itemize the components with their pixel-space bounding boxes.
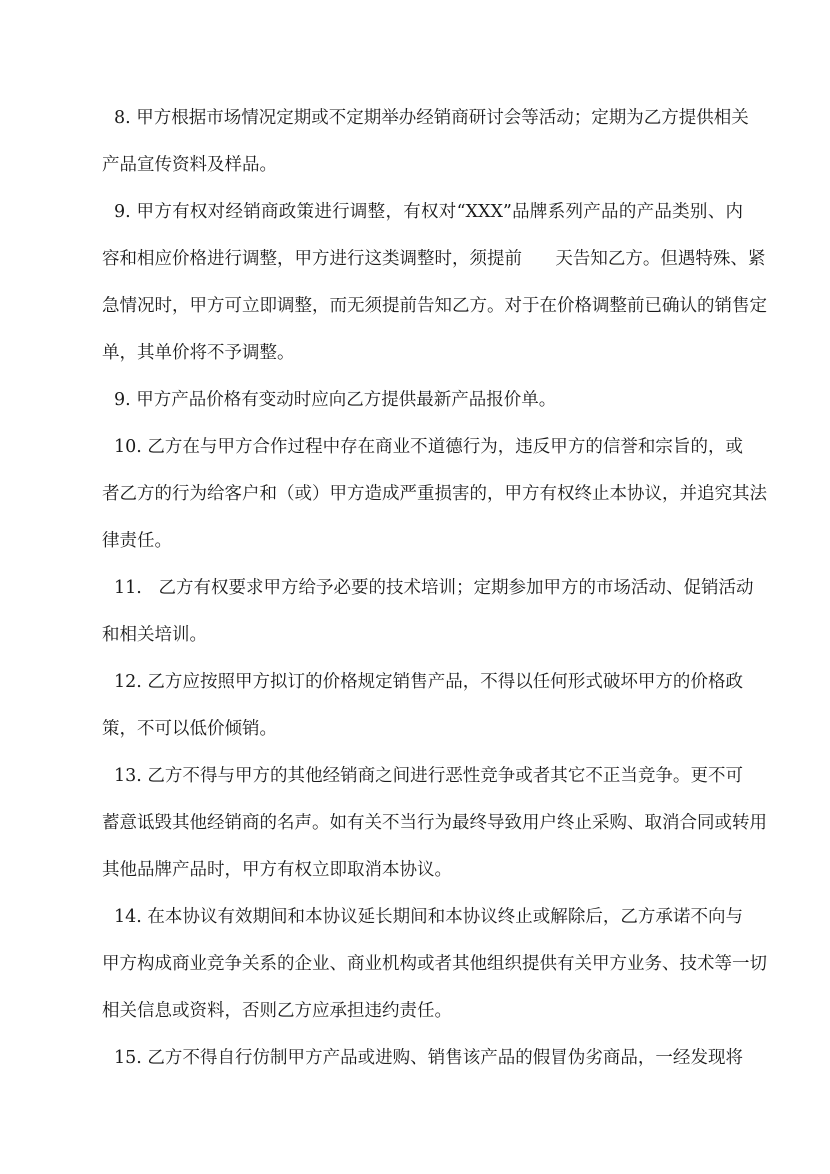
clause-paragraph bbox=[102, 433, 767, 574]
document-body bbox=[102, 104, 767, 1091]
clause-line: 相关信息或资料，否则乙方应承担违约责任。 bbox=[102, 1001, 452, 1021]
clause-line: 者乙方的行为给客户和（或）甲方造成严重损害的，甲方有权终止本协议，并追究其法 bbox=[102, 484, 767, 504]
clause-line: 12. 乙方应按照甲方拟订的价格规定销售产品，不得以任何形式破坏甲方的价格政 bbox=[114, 672, 743, 692]
clause-line: 13. 乙方不得与甲方的其他经销商之间进行恶性竞争或者其它不正当竞争。更不可 bbox=[114, 766, 743, 786]
clause-paragraph bbox=[102, 386, 743, 433]
clause-line: 9. 甲方有权对经销商政策进行调整，有权对“XXX”品牌系列产品的产品类别、内 bbox=[114, 202, 743, 222]
clause-paragraph bbox=[102, 762, 767, 903]
clause-line: 8. 甲方根据市场情况定期或不定期举办经销商研讨会等活动；定期为乙方提供相关 bbox=[114, 108, 749, 128]
clause-line: 10. 乙方在与甲方合作过程中存在商业不道德行为，违反甲方的信誉和宗旨的，或 bbox=[114, 437, 743, 457]
clause-line: 急情况时，甲方可立即调整，而无须提前告知乙方。对于在价格调整前已确认的销售定 bbox=[102, 296, 767, 316]
clause-line: 14. 在本协议有效期间和本协议延长期间和本协议终止或解除后，乙方承诺不向与 bbox=[114, 907, 743, 927]
clause-line: 蓄意诋毁其他经销商的名声。如有关不当行为最终导致用户终止采购、取消合同或转用 bbox=[102, 813, 767, 833]
clause-line: 产品宣传资料及样品。 bbox=[102, 155, 277, 175]
clause-line: 其他品牌产品时，甲方有权立即取消本协议。 bbox=[102, 860, 452, 880]
clause-line: 策，不可以低价倾销。 bbox=[102, 719, 277, 739]
clause-paragraph bbox=[102, 903, 767, 1044]
clause-paragraph bbox=[102, 574, 754, 668]
clause-line: 和相关培训。 bbox=[102, 625, 207, 645]
clause-line: 11. 乙方有权要求甲方给予必要的技术培训；定期参加甲方的市场活动、促销活动 bbox=[114, 578, 754, 598]
clause-line: 容和相应价格进行调整，甲方进行这类调整时，须提前 天告知乙方。但遇特殊、紧 bbox=[102, 249, 766, 269]
clause-paragraph bbox=[102, 104, 749, 198]
clause-line: 甲方构成商业竞争关系的企业、商业机构或者其他组织提供有关甲方业务、技术等一切 bbox=[102, 954, 767, 974]
clause-paragraph bbox=[102, 1044, 743, 1091]
clause-line: 9. 甲方产品价格有变动时应向乙方提供最新产品报价单。 bbox=[114, 390, 557, 410]
clause-line: 律责任。 bbox=[102, 531, 172, 551]
clause-paragraph bbox=[102, 668, 743, 762]
clause-paragraph bbox=[102, 198, 767, 386]
clause-line: 15. 乙方不得自行仿制甲方产品或进购、销售该产品的假冒伪劣商品，一经发现将 bbox=[114, 1048, 743, 1068]
clause-line: 单，其单价将不予调整。 bbox=[102, 343, 295, 363]
